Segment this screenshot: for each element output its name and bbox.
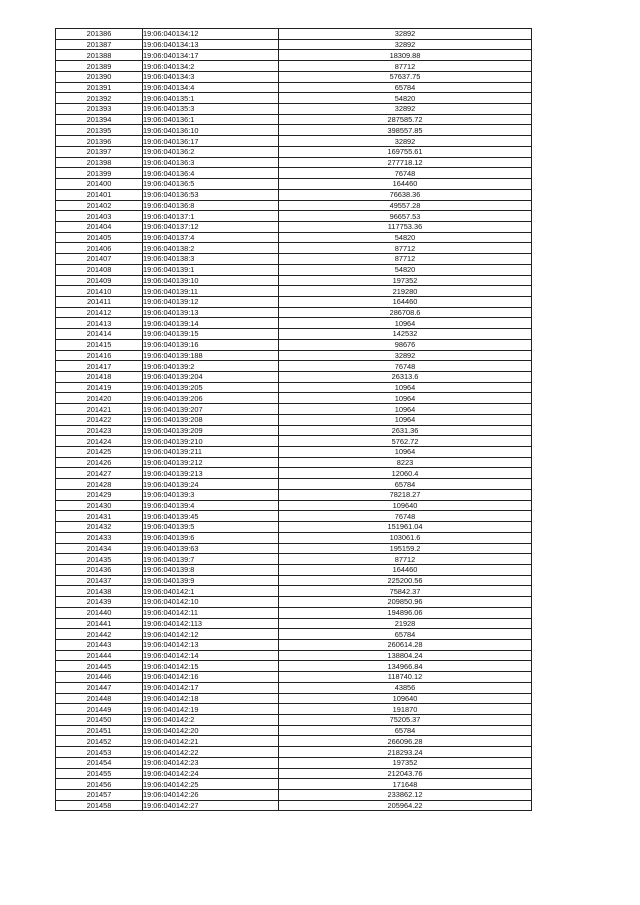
table-row — [56, 211, 532, 222]
amount-cell: 8223 — [279, 457, 532, 468]
row-id-cell: 201426 — [56, 457, 143, 468]
table-row — [56, 457, 532, 468]
row-id-cell: 201456 — [56, 779, 143, 790]
row-id-cell: 201420 — [56, 393, 143, 404]
row-id-cell: 201386 — [56, 29, 143, 40]
table-row — [56, 693, 532, 704]
cadastral-number-cell: 19:06:040139:45 — [143, 511, 279, 522]
row-id-cell: 201401 — [56, 189, 143, 200]
table-row — [56, 468, 532, 479]
cadastral-number-cell: 19:06:040134:12 — [143, 29, 279, 40]
row-id-cell: 201403 — [56, 211, 143, 222]
cadastral-number-cell: 19:06:040139:207 — [143, 404, 279, 415]
amount-cell: 398557.85 — [279, 125, 532, 136]
cadastral-number-cell: 19:06:040139:210 — [143, 436, 279, 447]
row-id-cell: 201434 — [56, 543, 143, 554]
table-row — [56, 307, 532, 318]
table-row — [56, 715, 532, 726]
amount-cell: 260614.28 — [279, 639, 532, 650]
amount-cell: 65784 — [279, 82, 532, 93]
table-row — [56, 779, 532, 790]
table-row — [56, 221, 532, 232]
row-id-cell: 201444 — [56, 650, 143, 661]
cadastral-number-cell: 19:06:040136:5 — [143, 179, 279, 190]
amount-cell: 164460 — [279, 296, 532, 307]
table-row — [56, 275, 532, 286]
row-id-cell: 201429 — [56, 489, 143, 500]
row-id-cell: 201394 — [56, 114, 143, 125]
amount-cell: 164460 — [279, 179, 532, 190]
row-id-cell: 201414 — [56, 329, 143, 340]
row-id-cell: 201408 — [56, 264, 143, 275]
amount-cell: 266096.28 — [279, 736, 532, 747]
amount-cell: 10964 — [279, 318, 532, 329]
amount-cell: 87712 — [279, 61, 532, 72]
table-row — [56, 179, 532, 190]
amount-cell: 109640 — [279, 693, 532, 704]
amount-cell: 191870 — [279, 704, 532, 715]
amount-cell: 209850.96 — [279, 597, 532, 608]
row-id-cell: 201423 — [56, 425, 143, 436]
table-row — [56, 511, 532, 522]
row-id-cell: 201437 — [56, 575, 143, 586]
cadastral-number-cell: 19:06:040138:3 — [143, 254, 279, 265]
row-id-cell: 201441 — [56, 618, 143, 629]
amount-cell: 212043.76 — [279, 768, 532, 779]
table-row — [56, 264, 532, 275]
table-row — [56, 93, 532, 104]
cadastral-number-cell: 19:06:040139:6 — [143, 532, 279, 543]
cadastral-number-cell: 19:06:040142:15 — [143, 661, 279, 672]
amount-cell: 5762.72 — [279, 436, 532, 447]
cadastral-number-cell: 19:06:040139:209 — [143, 425, 279, 436]
row-id-cell: 201411 — [56, 296, 143, 307]
cadastral-number-cell: 19:06:040134:17 — [143, 50, 279, 61]
cadastral-number-cell: 19:06:040134:13 — [143, 39, 279, 50]
cadastral-number-cell: 19:06:040142:25 — [143, 779, 279, 790]
amount-cell: 169755.61 — [279, 146, 532, 157]
amount-cell: 18309.88 — [279, 50, 532, 61]
cadastral-number-cell: 19:06:040138:2 — [143, 243, 279, 254]
cadastral-number-cell: 19:06:040136:4 — [143, 168, 279, 179]
amount-cell: 225200.56 — [279, 575, 532, 586]
amount-cell: 78218.27 — [279, 489, 532, 500]
cadastral-number-cell: 19:06:040139:213 — [143, 468, 279, 479]
cadastral-number-cell: 19:06:040136:8 — [143, 200, 279, 211]
amount-cell: 219280 — [279, 286, 532, 297]
cadastral-number-cell: 19:06:040142:14 — [143, 650, 279, 661]
amount-cell: 32892 — [279, 29, 532, 40]
cadastral-number-cell: 19:06:040139:206 — [143, 393, 279, 404]
table-row — [56, 200, 532, 211]
cadastral-number-cell: 19:06:040139:205 — [143, 382, 279, 393]
row-id-cell: 201433 — [56, 532, 143, 543]
table-row — [56, 157, 532, 168]
table-row — [56, 650, 532, 661]
amount-cell: 75205.37 — [279, 715, 532, 726]
row-id-cell: 201430 — [56, 500, 143, 511]
cadastral-number-cell: 19:06:040142:16 — [143, 672, 279, 683]
cadastral-number-cell: 19:06:040139:1 — [143, 264, 279, 275]
row-id-cell: 201427 — [56, 468, 143, 479]
amount-cell: 10964 — [279, 393, 532, 404]
table-row — [56, 243, 532, 254]
amount-cell: 57637.75 — [279, 71, 532, 82]
table-row — [56, 597, 532, 608]
cadastral-number-cell: 19:06:040139:9 — [143, 575, 279, 586]
cadastral-number-cell: 19:06:040139:12 — [143, 296, 279, 307]
cadastral-number-cell: 19:06:040142:22 — [143, 747, 279, 758]
row-id-cell: 201457 — [56, 790, 143, 801]
row-id-cell: 201395 — [56, 125, 143, 136]
row-id-cell: 201440 — [56, 607, 143, 618]
cadastral-number-cell: 19:06:040139:11 — [143, 286, 279, 297]
row-id-cell: 201445 — [56, 661, 143, 672]
row-id-cell: 201409 — [56, 275, 143, 286]
row-id-cell: 201452 — [56, 736, 143, 747]
cadastral-number-cell: 19:06:040134:2 — [143, 61, 279, 72]
row-id-cell: 201428 — [56, 479, 143, 490]
row-id-cell: 201388 — [56, 50, 143, 61]
row-id-cell: 201451 — [56, 725, 143, 736]
amount-cell: 76748 — [279, 511, 532, 522]
amount-cell: 151961.04 — [279, 522, 532, 533]
cadastral-number-cell: 19:06:040142:1 — [143, 586, 279, 597]
table-row — [56, 790, 532, 801]
amount-cell: 65784 — [279, 725, 532, 736]
amount-cell: 109640 — [279, 500, 532, 511]
cadastral-number-cell: 19:06:040142:21 — [143, 736, 279, 747]
cadastral-number-cell: 19:06:040139:15 — [143, 329, 279, 340]
row-id-cell: 201404 — [56, 221, 143, 232]
table-row — [56, 704, 532, 715]
table-row — [56, 543, 532, 554]
amount-cell: 65784 — [279, 479, 532, 490]
table-row — [56, 404, 532, 415]
amount-cell: 54820 — [279, 93, 532, 104]
row-id-cell: 201436 — [56, 564, 143, 575]
amount-cell: 96657.53 — [279, 211, 532, 222]
row-id-cell: 201447 — [56, 682, 143, 693]
table-row — [56, 489, 532, 500]
amount-cell: 10964 — [279, 414, 532, 425]
table-row — [56, 447, 532, 458]
row-id-cell: 201415 — [56, 339, 143, 350]
cadastral-number-cell: 19:06:040142:20 — [143, 725, 279, 736]
amount-cell: 218293.24 — [279, 747, 532, 758]
table-row — [56, 682, 532, 693]
amount-cell: 10964 — [279, 447, 532, 458]
row-id-cell: 201454 — [56, 757, 143, 768]
row-id-cell: 201458 — [56, 800, 143, 811]
cadastral-number-cell: 19:06:040135:1 — [143, 93, 279, 104]
row-id-cell: 201400 — [56, 179, 143, 190]
cadastral-number-cell: 19:06:040142:19 — [143, 704, 279, 715]
cadastral-number-cell: 19:06:040139:188 — [143, 350, 279, 361]
row-id-cell: 201397 — [56, 146, 143, 157]
row-id-cell: 201390 — [56, 71, 143, 82]
row-id-cell: 201424 — [56, 436, 143, 447]
cadastral-number-cell: 19:06:040139:208 — [143, 414, 279, 425]
amount-cell: 21928 — [279, 618, 532, 629]
row-id-cell: 201419 — [56, 382, 143, 393]
cadastral-number-cell: 19:06:040139:13 — [143, 307, 279, 318]
cadastral-number-cell: 19:06:040139:8 — [143, 564, 279, 575]
table-row — [56, 736, 532, 747]
amount-cell: 197352 — [279, 275, 532, 286]
row-id-cell: 201412 — [56, 307, 143, 318]
amount-cell: 26313.6 — [279, 372, 532, 383]
table-row — [56, 361, 532, 372]
amount-cell: 54820 — [279, 232, 532, 243]
table-row — [56, 564, 532, 575]
amount-cell: 2631.36 — [279, 425, 532, 436]
amount-cell: 87712 — [279, 554, 532, 565]
table-row — [56, 382, 532, 393]
cadastral-number-cell: 19:06:040136:2 — [143, 146, 279, 157]
amount-cell: 32892 — [279, 136, 532, 147]
amount-cell: 76748 — [279, 361, 532, 372]
table-row — [56, 757, 532, 768]
amount-cell: 98676 — [279, 339, 532, 350]
amount-cell: 233862.12 — [279, 790, 532, 801]
table-row — [56, 189, 532, 200]
cadastral-number-cell: 19:06:040139:212 — [143, 457, 279, 468]
row-id-cell: 201417 — [56, 361, 143, 372]
cadastral-number-cell: 19:06:040137:12 — [143, 221, 279, 232]
row-id-cell: 201392 — [56, 93, 143, 104]
row-id-cell: 201439 — [56, 597, 143, 608]
amount-cell: 10964 — [279, 382, 532, 393]
table-row — [56, 532, 532, 543]
table-row — [56, 104, 532, 115]
cadastral-number-cell: 19:06:040134:3 — [143, 71, 279, 82]
table-row — [56, 71, 532, 82]
row-id-cell: 201416 — [56, 350, 143, 361]
table-row — [56, 618, 532, 629]
table-row — [56, 436, 532, 447]
row-id-cell: 201432 — [56, 522, 143, 533]
table-row — [56, 125, 532, 136]
row-id-cell: 201398 — [56, 157, 143, 168]
cadastral-number-cell: 19:06:040136:17 — [143, 136, 279, 147]
row-id-cell: 201393 — [56, 104, 143, 115]
cadastral-number-cell: 19:06:040139:16 — [143, 339, 279, 350]
amount-cell: 12060.4 — [279, 468, 532, 479]
row-id-cell: 201387 — [56, 39, 143, 50]
table-row — [56, 350, 532, 361]
cadastral-number-cell: 19:06:040142:23 — [143, 757, 279, 768]
table-row — [56, 136, 532, 147]
amount-cell: 65784 — [279, 629, 532, 640]
cadastral-number-cell: 19:06:040142:27 — [143, 800, 279, 811]
table-row — [56, 146, 532, 157]
row-id-cell: 201391 — [56, 82, 143, 93]
amount-cell: 197352 — [279, 757, 532, 768]
cadastral-number-cell: 19:06:040139:63 — [143, 543, 279, 554]
table-row — [56, 629, 532, 640]
table-row — [56, 747, 532, 758]
row-id-cell: 201431 — [56, 511, 143, 522]
table-row — [56, 329, 532, 340]
table-row — [56, 50, 532, 61]
amount-cell: 118740.12 — [279, 672, 532, 683]
row-id-cell: 201449 — [56, 704, 143, 715]
amount-cell: 32892 — [279, 39, 532, 50]
table-row — [56, 554, 532, 565]
row-id-cell: 201443 — [56, 639, 143, 650]
row-id-cell: 201446 — [56, 672, 143, 683]
amount-cell: 171648 — [279, 779, 532, 790]
table-row — [56, 479, 532, 490]
amount-cell: 54820 — [279, 264, 532, 275]
row-id-cell: 201405 — [56, 232, 143, 243]
table-row — [56, 254, 532, 265]
row-id-cell: 201413 — [56, 318, 143, 329]
cadastral-number-cell: 19:06:040139:24 — [143, 479, 279, 490]
row-id-cell: 201418 — [56, 372, 143, 383]
row-id-cell: 201407 — [56, 254, 143, 265]
cadastral-number-cell: 19:06:040142:2 — [143, 715, 279, 726]
table-row — [56, 168, 532, 179]
table-row — [56, 639, 532, 650]
cadastral-number-cell: 19:06:040142:13 — [143, 639, 279, 650]
row-id-cell: 201455 — [56, 768, 143, 779]
amount-cell: 87712 — [279, 254, 532, 265]
row-id-cell: 201410 — [56, 286, 143, 297]
amount-cell: 287585.72 — [279, 114, 532, 125]
amount-cell: 76638.36 — [279, 189, 532, 200]
row-id-cell: 201438 — [56, 586, 143, 597]
amount-cell: 277718.12 — [279, 157, 532, 168]
row-id-cell: 201399 — [56, 168, 143, 179]
table-row — [56, 39, 532, 50]
amount-cell: 194896.06 — [279, 607, 532, 618]
table-row — [56, 29, 532, 40]
cadastral-number-cell: 19:06:040142:12 — [143, 629, 279, 640]
table-row — [56, 286, 532, 297]
row-id-cell: 201422 — [56, 414, 143, 425]
cadastral-number-cell: 19:06:040142:17 — [143, 682, 279, 693]
table-row — [56, 372, 532, 383]
cadastral-number-cell: 19:06:040142:113 — [143, 618, 279, 629]
row-id-cell: 201435 — [56, 554, 143, 565]
row-id-cell: 201425 — [56, 447, 143, 458]
table-row — [56, 672, 532, 683]
table-row — [56, 607, 532, 618]
row-id-cell: 201396 — [56, 136, 143, 147]
table-row — [56, 661, 532, 672]
cadastral-number-cell: 19:06:040134:4 — [143, 82, 279, 93]
cadastral-number-cell: 19:06:040142:24 — [143, 768, 279, 779]
cadastral-number-cell: 19:06:040139:3 — [143, 489, 279, 500]
amount-cell: 138804.24 — [279, 650, 532, 661]
cadastral-number-cell: 19:06:040135:3 — [143, 104, 279, 115]
cadastral-number-cell: 19:06:040139:204 — [143, 372, 279, 383]
cadastral-number-cell: 19:06:040136:1 — [143, 114, 279, 125]
amount-cell: 142532 — [279, 329, 532, 340]
cadastral-number-cell: 19:06:040139:10 — [143, 275, 279, 286]
cadastral-number-cell: 19:06:040139:5 — [143, 522, 279, 533]
row-id-cell: 201421 — [56, 404, 143, 415]
cadastral-number-cell: 19:06:040142:18 — [143, 693, 279, 704]
row-id-cell: 201448 — [56, 693, 143, 704]
table-row — [56, 61, 532, 72]
table-row — [56, 586, 532, 597]
table-row — [56, 522, 532, 533]
amount-cell: 103061.6 — [279, 532, 532, 543]
table-row — [56, 318, 532, 329]
row-id-cell: 201402 — [56, 200, 143, 211]
table-row — [56, 575, 532, 586]
amount-cell: 87712 — [279, 243, 532, 254]
table-row — [56, 725, 532, 736]
cadastral-number-cell: 19:06:040139:14 — [143, 318, 279, 329]
amount-cell: 75842.37 — [279, 586, 532, 597]
amount-cell: 134966.84 — [279, 661, 532, 672]
cadastral-number-cell: 19:06:040136:3 — [143, 157, 279, 168]
amount-cell: 32892 — [279, 104, 532, 115]
amount-cell: 10964 — [279, 404, 532, 415]
cadastral-number-cell: 19:06:040136:10 — [143, 125, 279, 136]
table-row — [56, 414, 532, 425]
amount-cell: 195159.2 — [279, 543, 532, 554]
row-id-cell: 201389 — [56, 61, 143, 72]
cadastral-number-cell: 19:06:040142:11 — [143, 607, 279, 618]
table-row — [56, 82, 532, 93]
cadastral-number-cell: 19:06:040137:4 — [143, 232, 279, 243]
cadastral-number-cell: 19:06:040136:53 — [143, 189, 279, 200]
data-table — [55, 28, 532, 811]
table-row — [56, 339, 532, 350]
cadastral-number-cell: 19:06:040139:2 — [143, 361, 279, 372]
cadastral-number-cell: 19:06:040137:1 — [143, 211, 279, 222]
row-id-cell: 201442 — [56, 629, 143, 640]
row-id-cell: 201406 — [56, 243, 143, 254]
amount-cell: 32892 — [279, 350, 532, 361]
table-row — [56, 232, 532, 243]
table-row — [56, 800, 532, 811]
table-row — [56, 425, 532, 436]
cadastral-number-cell: 19:06:040139:4 — [143, 500, 279, 511]
row-id-cell: 201453 — [56, 747, 143, 758]
amount-cell: 164460 — [279, 564, 532, 575]
cadastral-number-cell: 19:06:040142:10 — [143, 597, 279, 608]
table-row — [56, 393, 532, 404]
amount-cell: 286708.6 — [279, 307, 532, 318]
amount-cell: 43856 — [279, 682, 532, 693]
table-row — [56, 114, 532, 125]
cadastral-number-cell: 19:06:040139:211 — [143, 447, 279, 458]
row-id-cell: 201450 — [56, 715, 143, 726]
cadastral-number-cell: 19:06:040142:26 — [143, 790, 279, 801]
cadastral-number-cell: 19:06:040139:7 — [143, 554, 279, 565]
table-row — [56, 500, 532, 511]
table-row — [56, 768, 532, 779]
amount-cell: 117753.36 — [279, 221, 532, 232]
table-row — [56, 296, 532, 307]
table-body — [56, 29, 532, 811]
amount-cell: 205964.22 — [279, 800, 532, 811]
amount-cell: 49557.28 — [279, 200, 532, 211]
amount-cell: 76748 — [279, 168, 532, 179]
